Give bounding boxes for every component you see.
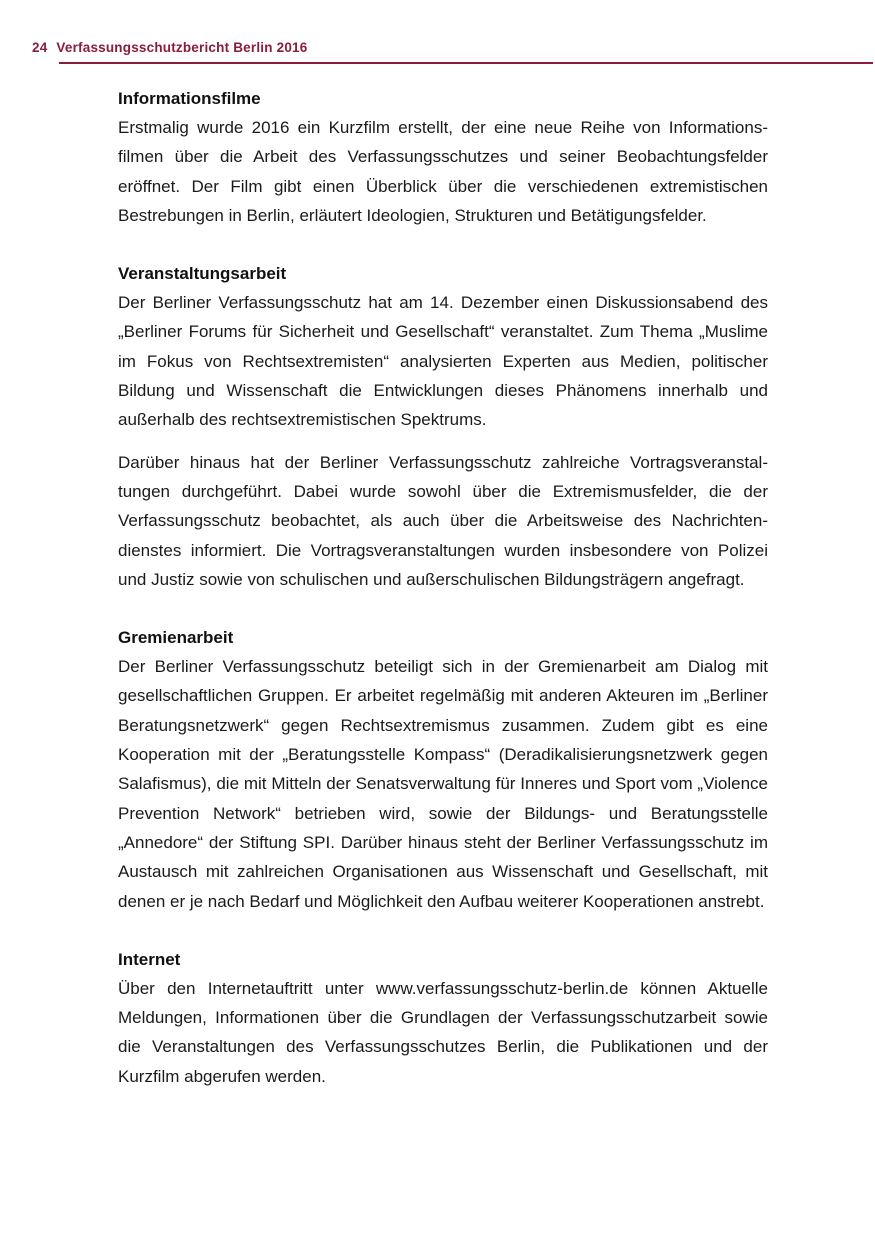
section-heading: Informationsfilme bbox=[118, 89, 261, 108]
page-number: 24 bbox=[32, 40, 48, 55]
header-rule bbox=[59, 62, 873, 64]
running-header bbox=[32, 40, 307, 55]
section-internet bbox=[118, 945, 768, 1091]
section-heading: Veranstaltungsarbeit bbox=[118, 264, 287, 284]
document-title: Verfassungsschutzbericht Berlin 2016 bbox=[56, 40, 308, 55]
body-paragraph: Erstmalig wurde 2016 ein Kurzfilm erstellt, der eine neue Reihe von Informationsfilmen über die Arbeit des Verfassungsschutzes und seiner Beobachtungsfelder eröffnet. Der Film gibt einen Überblick über die verschiedenen extremistischen Bestrebungen in Berlin, erläutert Ideologien, Strukturen und Betätigungsfelder. bbox=[118, 118, 768, 225]
body-paragraph: Der Berliner Verfassungsschutz hat am 14. Dezember einen Diskussionsabend des „Berliner Forums für Sicherheit und Gesellschaft“ veranstaltet. Zum Thema „Muslime im Fokus von Rechtsextremisten“ analysierten Experten aus Medien, politischer Bildung und Wissenschaft die Entwicklungen dieses Phänomens innerhalb und außerhalb des rechtsextremistischen Spektrums. bbox=[118, 293, 768, 430]
body-paragraph: Darüber hinaus hat der Berliner Verfassungsschutz zahlreiche Vortragsveranstaltungen durchgeführt. Dabei wurde sowohl über die Extremismusfelder, die der Verfassungsschutz beobachtet, als auch über die Arbeitsweise des Nachrichtendienstes informiert. Die Vortragsveranstaltungen wurden insbesondere von Polizei und Justiz sowie von schulischen und außerschulischen Bildungsträgern angefragt. bbox=[118, 452, 768, 589]
section-heading: Gremienarbeit bbox=[118, 628, 234, 648]
body-paragraph: Der Berliner Verfassungsschutz beteiligt sich in der Gremienarbeit am Dialog mit gesellschaftlichen Gruppen. Er arbeitet regelmäßig mit anderen Akteuren im „Berliner Beratungsnetzwerk“ gegen Rechtsextremismus zusammen. Zudem gibt es eine Kooperation mit der „Beratungsstelle Kompass“ (Deradikalisierungsnetzwerk gegen Salafismus), die mit Mitteln der Senatsverwaltung für Inneres und Sport vom „Violence Prevention Network“ betrieben wird, sowie der Bildungs- und Beratungsstelle „Annedore“ der Stiftung SPI. Darüber hinaus steht der Berliner Verfassungsschutz im Austausch mit zahlreichen Organisationen aus Wissenschaft und Gesellschaft, mit denen er je nach Bedarf und Möglichkeit den Aufbau weiterer Kooperationen anstrebt. bbox=[118, 657, 768, 911]
body-paragraph: Über den Internetauftritt unter www.verfassungsschutz-berlin.de können Aktuelle Meldungen, Informationen über die Grundlagen der Verfassungsschutzarbeit sowie die Veranstaltungen des Verfassungsschutzes Berlin, die Publikationen und der Kurzfilm abgerufen werden. bbox=[118, 978, 768, 1086]
section-gremienarbeit bbox=[118, 623, 768, 916]
page-body bbox=[118, 84, 768, 1091]
section-informationsfilme bbox=[118, 84, 768, 230]
section-veranstaltungsarbeit bbox=[118, 259, 768, 594]
section-heading: Internet bbox=[118, 949, 181, 969]
